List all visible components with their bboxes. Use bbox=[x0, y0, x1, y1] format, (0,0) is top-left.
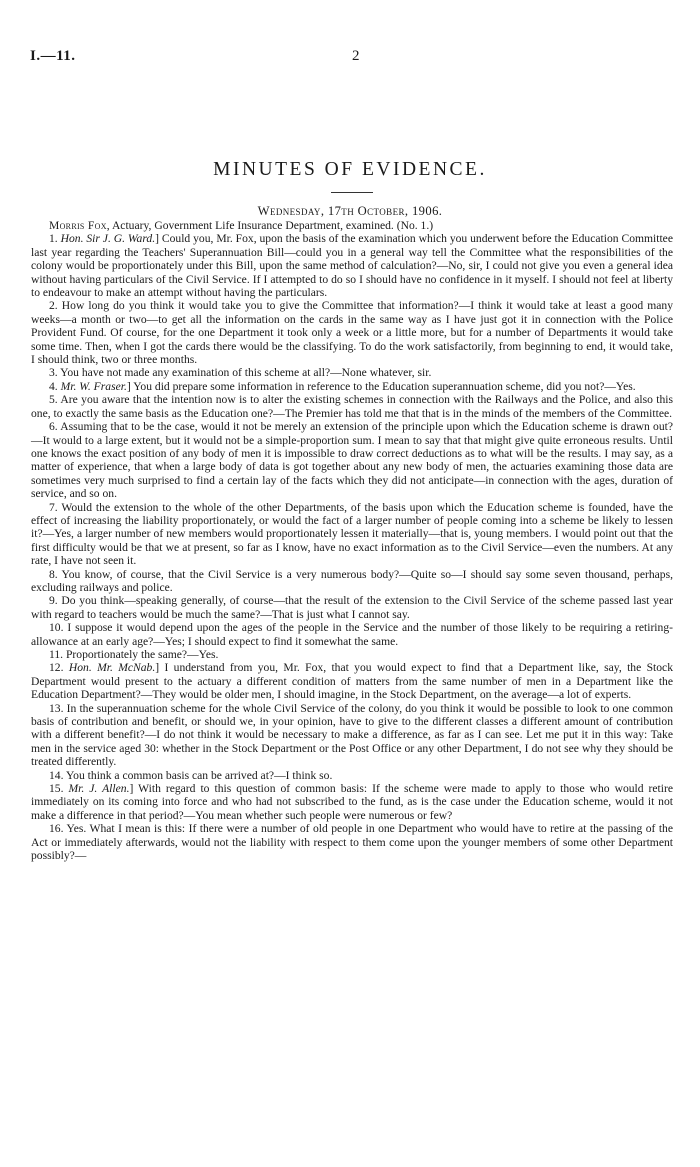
paragraph-text: You think a common basis can be arrived at?—I think so. bbox=[65, 768, 333, 782]
question-number: 3. bbox=[49, 366, 58, 380]
evidence-paragraph bbox=[31, 621, 673, 648]
evidence-paragraph bbox=[31, 568, 673, 595]
paragraph-text: You did prepare some information in reference to the Education superannuation scheme, did you not?—Yes. bbox=[130, 379, 636, 393]
question-number: 8. bbox=[49, 567, 58, 581]
question-number: 11. bbox=[49, 648, 64, 661]
evidence-paragraph bbox=[31, 769, 673, 782]
page-title: MINUTES OF EVIDENCE. bbox=[213, 159, 487, 180]
evidence-paragraph bbox=[31, 594, 673, 621]
question-number: 13. bbox=[49, 701, 64, 715]
paragraph-text: With regard to this question of common basis: If the scheme were made to apply to those who would retire immediately on its coming into force and who had not subscribed to the fund, as is the case under the Education scheme, would it not make a difference in that period?—You mean whether such people were numerous or few? bbox=[31, 782, 674, 822]
question-number: 14. bbox=[49, 768, 64, 782]
evidence-body bbox=[31, 219, 673, 863]
paragraph-text: Proportionately the same?—Yes. bbox=[65, 648, 219, 661]
question-number: 4. bbox=[49, 379, 58, 393]
question-number: 2. bbox=[49, 299, 58, 313]
question-number: 10. bbox=[49, 621, 64, 635]
evidence-paragraph bbox=[31, 702, 673, 769]
paragraph-text: Do you think—speaking generally, of course—that the result of the extension to the Civil Service of the scheme passed last year with regard to teachers would be much the same?—That is just what I cannot say. bbox=[31, 594, 673, 621]
evidence-paragraph bbox=[31, 648, 673, 661]
evidence-paragraph bbox=[31, 822, 673, 862]
dateline: Wednesday, 17th October, 1906. bbox=[257, 204, 443, 218]
paragraph-text: Are you aware that the intention now is to alter the existing schemes in connection with the Railways and the Police, and also this one, to exactly the same basis as the Education one?—The Premier has told me that that is in the minds of the members of the Committee. bbox=[31, 393, 673, 420]
evidence-paragraph: 15. Mr. J. Allen.] With regard to this question of common basis: If the scheme were made to apply to those who would retire immediately on its coming into force and who had not subscribed to the fund, as is the case under the Education scheme, would it not make a difference in that period?—You mean whether such people were numerous or few? bbox=[31, 782, 674, 822]
question-number: 16. bbox=[49, 822, 64, 836]
evidence-paragraph bbox=[31, 366, 673, 379]
paragraph-text: I suppose it would depend upon the ages of the people in the Service and the number of those likely to be requiring a retiring-allowance at an early age?—Yes; I should expect to find it somewhat the same. bbox=[31, 621, 673, 648]
evidence-paragraph: 4. Mr. W. Fraser.] You did prepare some information in reference to the Education superannuation scheme, did you not?—Yes. bbox=[49, 379, 636, 393]
question-number: 1. bbox=[49, 232, 58, 246]
document-code: I.—11. bbox=[30, 48, 76, 64]
evidence-paragraph bbox=[31, 420, 673, 500]
paragraph-text: In the superannuation scheme for the whole Civil Service of the colony, do you think it would be possible to look to one common basis of contribution and benefit, or should we, in your opinion, have to give to the different classes a different amount of contribution with a different benefit?—I do not think it would be necessary to make a difference, as far as I can see. Let me put it in this way: Take men in the service aged 30: whether in the Stock Department or the Post Office or any other Department, I do not see why they should be treated differently. bbox=[31, 701, 673, 769]
witness-intro bbox=[31, 219, 673, 232]
paragraph-text: Could you, Mr. Fox, upon the basis of the examination which you underwent before the Education Committee last year regarding the Teachers' Superannuation Bill—could you in a general way tell the Committee what the responsibilities of the colony would be proportionately under this Bill, upon the same method of calculation?—No, sir, I could not give you even a general idea without having particulars of the Civil Service. If I attempted to do so I should have no confidence in it myself. I should not feel at liberty to endeavour to make an attempt without having the particulars. bbox=[31, 232, 673, 300]
title-divider bbox=[331, 192, 373, 193]
speaker-name: Mr. W. Fraser. bbox=[60, 379, 127, 393]
evidence-paragraph bbox=[31, 501, 673, 568]
question-number: 9. bbox=[49, 594, 58, 608]
question-number: 7. bbox=[49, 500, 58, 514]
speaker-name: Mr. J. Allen. bbox=[68, 782, 130, 796]
paragraph-text: I understand from you, Mr. Fox, that you would expect to find that a Department like, say, the Stock Department would present to the actuary a different condition of matters from the same number of men in a Department like the Education Department?—They would be older men, I should imagine, in the Stock Department, on the average—a lot of experts. bbox=[31, 661, 673, 702]
paragraph-text: Would the extension to the whole of the other Departments, of the basis upon which the Education scheme is founded, have the effect of increasing the liability proportionately, or would the fact of a larger number of people coming into a scheme be likely to lessen it?—Yes, a larger number of new members would proportionately lessen it materially—that is, young members. I would point out that the first difficulty would be that we at present, so far as I know, have no exact information as to the Civil Service—even the numbers. At any rate, I have not seen it. bbox=[31, 500, 673, 568]
evidence-paragraph bbox=[31, 393, 673, 420]
witness-description: , Actuary, Government Life Insurance Department, examined. (No. 1.) bbox=[106, 219, 434, 232]
paragraph-text: Assuming that to be the case, would it not be merely an extension of the principle upon which the Education scheme is drawn out?—It would to a large extent, but it would not be a simple-proportion sum. I mean to say that that might give quite erroneous results. Until one knows the exact position of any body of men it is impossible to draw correct deductions as to what will be the results. I may say, as a matter of experience, that when a large body of data is got together about any new body of men, the actuaries examining those data are sometimes very much surprised to find a certain lay of the facts which they did not anticipate—in connection with the ages, duration of service, and so on. bbox=[31, 420, 673, 501]
speaker-name: Hon. Mr. McNab. bbox=[68, 661, 156, 675]
question-number: 12. bbox=[49, 661, 64, 675]
paragraph-text: You have not made any examination of this scheme at all?—None whatever, sir. bbox=[60, 366, 432, 380]
evidence-paragraph: 1. Hon. Sir J. G. Ward.] Could you, Mr. Fox, upon the basis of the examination which you underwent before the Education Committee last year regarding the Teachers' Superannuation Bill—could you in a general way tell the Committee what the responsibilities of the colony would be proportionately under this Bill, upon the same method of calculation?—No, sir, I could not give you even a general idea without having particulars of the Civil Service. If I attempted to do so I should have no confidence in it myself. I should not feel at liberty to endeavour to make an attempt without having the particulars. bbox=[31, 232, 673, 300]
question-number: 15. bbox=[49, 782, 64, 796]
evidence-paragraph bbox=[31, 299, 673, 366]
speaker-name: Hon. Sir J. G. Ward. bbox=[60, 232, 156, 246]
evidence-paragraph: 12. Hon. Mr. McNab.] I understand from you, Mr. Fox, that you would expect to find that a Department like, say, the Stock Department would present to the actuary a different condition of matters from the same number of men in a Department like the Education Department?—They would be older men, I should imagine, in the Stock Department, on the average—a lot of experts. bbox=[31, 661, 673, 702]
question-number: 6. bbox=[49, 420, 58, 434]
paragraph-text: How long do you think it would take you to give the Committee that information?—I think it would take at least a good many weeks—a month or two—to get all the information on the cards in the same way as I have just got it in connection with the Police Provident Fund. Of course, for the one Department it took only a week or a little more, but for a number of Departments it would take some time. Then, when I got the cards there would be the classifying. To do the work satisfactorily, from beginning to end, it would take, I should think, two or three months. bbox=[31, 299, 674, 367]
witness-name: Morris Fox bbox=[49, 219, 107, 232]
question-number: 5. bbox=[49, 393, 58, 407]
page-number: 2 bbox=[352, 48, 360, 64]
paragraph-text: Yes. What I mean is this: If there were a number of old people in one Department who would have to retire at the passing of the Act or immediately afterwards, would not the liability with respect to them come upon the younger members of some other Department possibly?— bbox=[31, 822, 673, 863]
paragraph-text: You know, of course, that the Civil Service is a very numerous body?—Quite so—I should say some seven thousand, perhaps, excluding railways and police. bbox=[31, 567, 674, 594]
